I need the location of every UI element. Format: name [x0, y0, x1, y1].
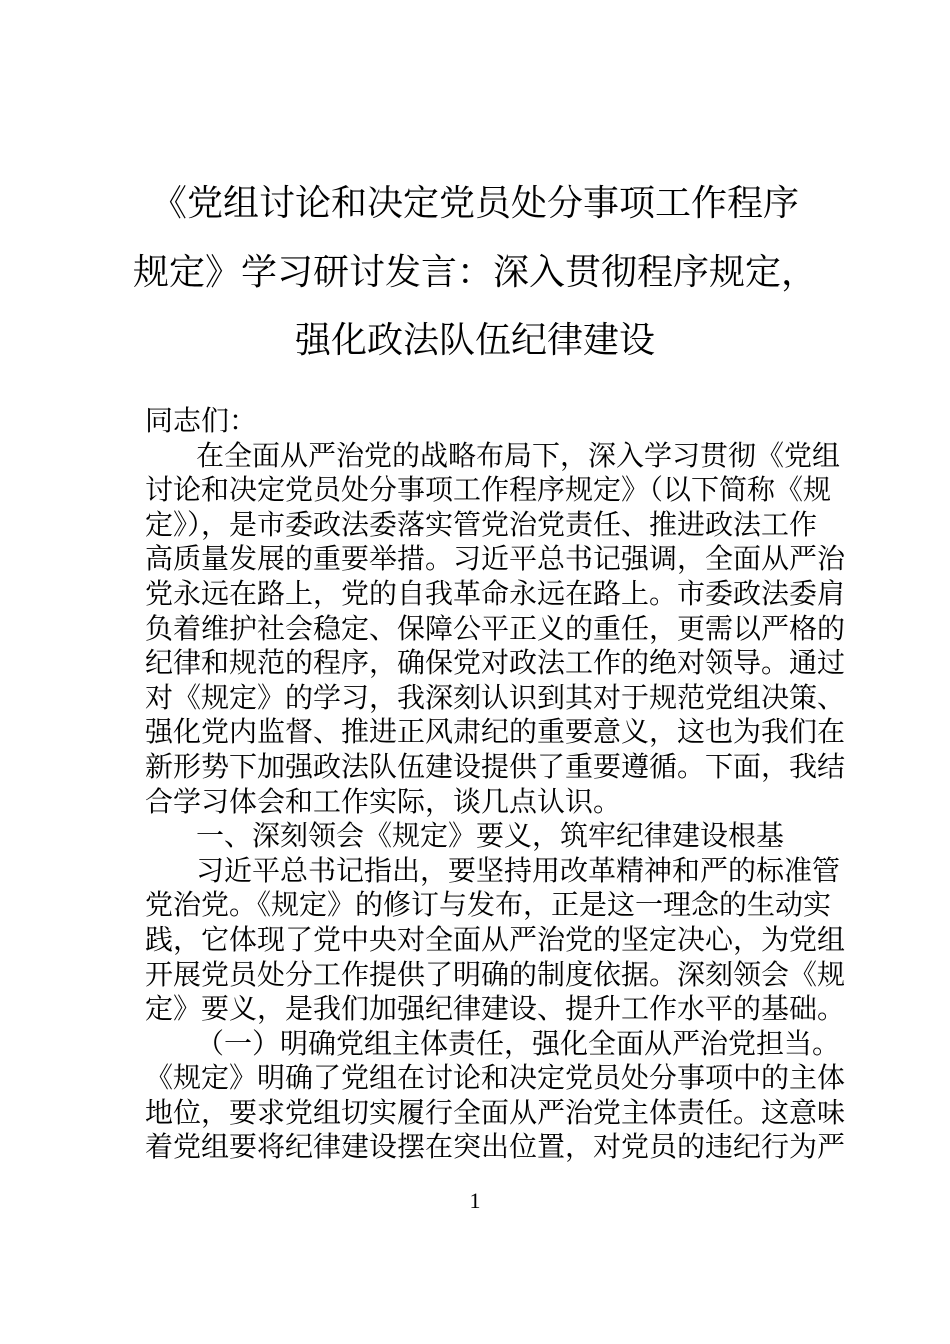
- subsection-heading: （一）明确党组主体责任，强化全面从严治党担当。: [196, 1026, 841, 1060]
- page-number: 1: [469, 1188, 481, 1213]
- title-line: 强化政法队伍纪律建设: [294, 320, 655, 361]
- document-title: [0, 170, 950, 376]
- text-line: 定》要义，是我们加强纪律建设、提升工作水平的基础。: [145, 992, 846, 1026]
- text-line: 合学习体会和工作实际，谈几点认识。: [145, 784, 622, 818]
- text-line: 纪律和规范的程序，确保党对政法工作的绝对领导。通过: [145, 646, 846, 680]
- text-line: 党永远在路上，党的自我革命永远在路上。市委政法委肩: [145, 576, 846, 610]
- title-line: 规定》学习研讨发言：深入贯彻程序规定，: [132, 251, 817, 293]
- document-body: [145, 404, 846, 1165]
- section-heading: 一、深刻领会《规定》要义，筑牢纪律建设根基: [196, 819, 785, 853]
- text-line: 新形势下加强政法队伍建设提供了重要遵循。下面，我结: [145, 749, 846, 783]
- salutation: 同志们：: [145, 404, 258, 437]
- text-line: 开展党员处分工作提供了明确的制度依据。深刻领会《规: [145, 957, 846, 991]
- text-line: 讨论和决定党员处分事项工作程序规定》（以下简称《规: [145, 473, 832, 507]
- text-line: 着党组要将纪律建设摆在突出位置，对党员的违纪行为严: [145, 1130, 846, 1164]
- text-line: 地位，要求党组切实履行全面从严治党主体责任。这意味: [145, 1095, 846, 1129]
- text-line: 践，它体现了党中央对全面从严治党的坚定决心，为党组: [145, 922, 846, 956]
- text-line: 在全面从严治党的战略布局下，深入学习贯彻《党组: [196, 438, 841, 472]
- text-line: 党治党。《规定》的修订与发布，正是这一理念的生动实: [145, 888, 832, 922]
- text-line: 高质量发展的重要举措。习近平总书记强调，全面从严治: [145, 542, 846, 576]
- text-line: 负着维护社会稳定、保障公平正义的重任，更需以严格的: [145, 611, 846, 645]
- text-line: 定》），是市委政法委落实管党治党责任、推进政法工作: [145, 507, 818, 541]
- title-line: 《党组讨论和决定党员处分事项工作程序: [150, 183, 799, 224]
- text-line: 对《规定》的学习，我深刻认识到其对于规范党组决策、: [145, 680, 846, 714]
- text-line: 强化党内监督、推进正风肃纪的重要意义，这也为我们在: [145, 715, 846, 749]
- text-line: 《规定》明确了党组在讨论和决定党员处分事项中的主体: [145, 1061, 846, 1095]
- text-line: 习近平总书记指出，要坚持用改革精神和严的标准管: [196, 853, 841, 887]
